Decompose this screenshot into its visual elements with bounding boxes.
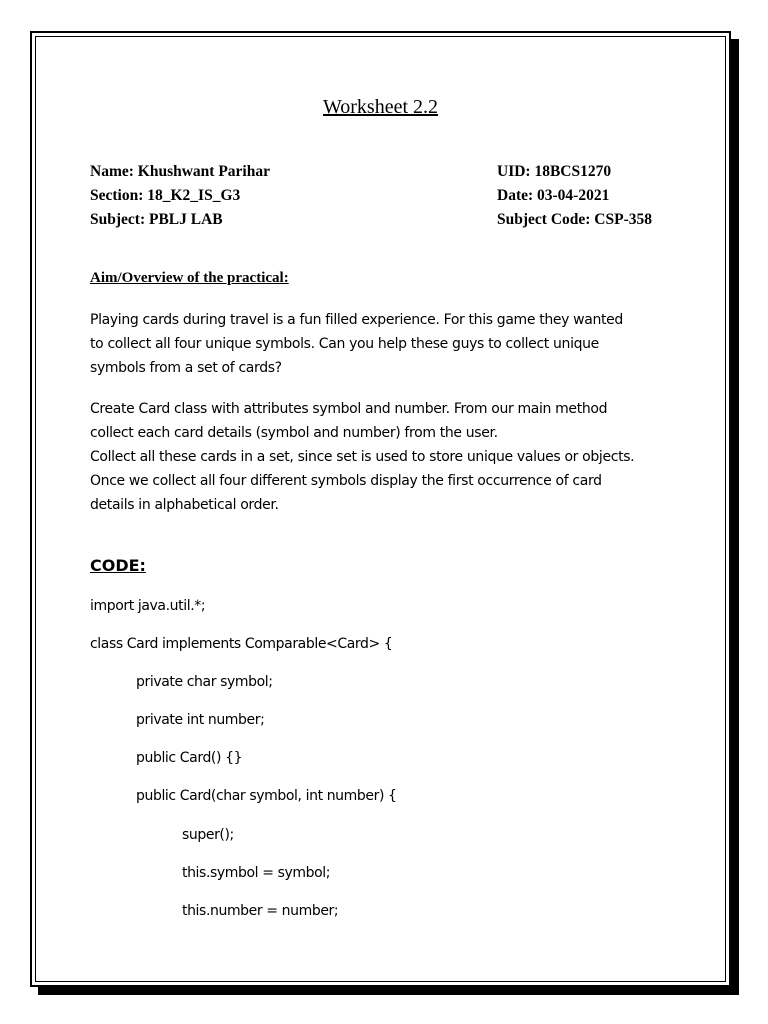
paragraph-line: Once we collect all four different symbols display the first occurrence of card bbox=[90, 473, 602, 489]
paragraph-line: Playing cards during travel is a fun filled experience. For this game they wanted bbox=[90, 312, 623, 328]
aim-heading: Aim/Overview of the practical: bbox=[90, 270, 289, 286]
student-section: Section: 18_K2_IS_G3 bbox=[90, 187, 241, 204]
code-line: public Card() {} bbox=[136, 750, 243, 766]
student-uid: UID: 18BCS1270 bbox=[497, 163, 612, 180]
student-info bbox=[90, 160, 270, 232]
code-line: public Card(char symbol, int number) { bbox=[136, 788, 397, 804]
student-name: Name: Khushwant Parihar bbox=[90, 163, 270, 180]
code-heading: CODE: bbox=[90, 556, 146, 575]
paragraph-line: symbols from a set of cards? bbox=[90, 360, 282, 376]
subject-name: Subject: PBLJ LAB bbox=[90, 211, 223, 228]
code-line: private int number; bbox=[136, 712, 265, 728]
code-line: this.number = number; bbox=[182, 903, 339, 919]
paragraph-line: Create Card class with attributes symbol and number. From our main method bbox=[90, 401, 608, 417]
code-line: import java.util.*; bbox=[90, 598, 206, 614]
paragraph-line: collect each card details (symbol and number) from the user. bbox=[90, 425, 498, 441]
code-line: super(); bbox=[182, 827, 234, 843]
aim-paragraph-1 bbox=[90, 308, 690, 380]
aim-paragraph-2 bbox=[90, 397, 690, 517]
code-line: class Card implements Comparable<Card> { bbox=[90, 636, 393, 652]
subject-code: Subject Code: CSP-358 bbox=[497, 211, 652, 228]
worksheet-date: Date: 03-04-2021 bbox=[497, 187, 610, 204]
worksheet-title: Worksheet 2.2 bbox=[322, 96, 439, 118]
code-line: this.symbol = symbol; bbox=[182, 865, 331, 881]
code-line: private char symbol; bbox=[136, 674, 273, 690]
paragraph-line: Collect all these cards in a set, since set is used to store unique values or objects. bbox=[90, 449, 635, 465]
course-info bbox=[497, 160, 652, 232]
paragraph-line: to collect all four unique symbols. Can you help these guys to collect unique bbox=[90, 336, 599, 352]
paragraph-line: details in alphabetical order. bbox=[90, 497, 279, 513]
